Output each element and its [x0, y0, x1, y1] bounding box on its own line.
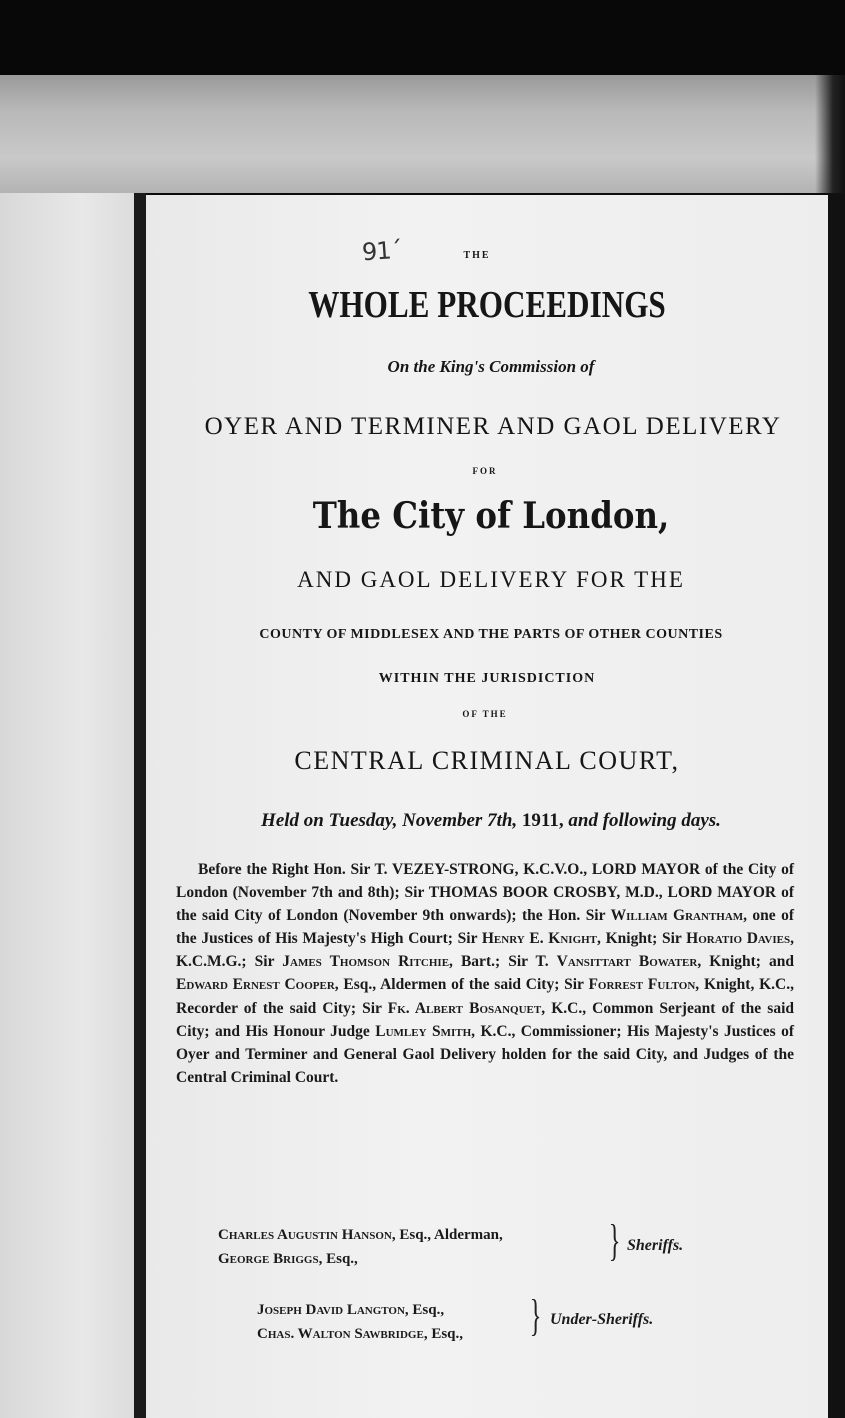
under-sheriff-title: , Esq., — [423, 1326, 463, 1342]
sheriff-entry — [218, 1223, 503, 1247]
body-text-segment: , Esq., Aldermen of the said City; Sir — [334, 976, 589, 994]
body-text-segment: , K.C., Commissioner; His Majesty's Justices of Oyer and Terminer and General Gaol Delivery holden for the said City, and Judges of the Central Criminal Court. — [176, 1022, 795, 1086]
sheriff-title: , Esq., — [318, 1251, 358, 1267]
body-text-segment: , K.C., Common Serjeant of the said City; and His Honour Judge — [176, 999, 795, 1040]
blank-facing-page — [0, 193, 135, 1418]
gaol-delivery-line: AND GAOL DELIVERY FOR THE — [297, 567, 685, 592]
body-text-segment: , Bart.; Sir T. — [449, 953, 557, 971]
judge-name: Henry E. Knight — [481, 930, 598, 948]
under-sheriffs-list — [257, 1298, 463, 1346]
jurisdiction-line: WITHIN THE JURISDICTION — [378, 671, 596, 686]
sheriff-title: , Esq., Alderman, — [391, 1227, 503, 1243]
city-of-london-heading: The City of London, — [312, 495, 670, 537]
body-text-segment: Before the Right Hon. Sir T. VEZEY-STRONG, K.C.V.O., LORD MAYOR of the City of London (November 7th and 8th); Sir THOMAS BOOR CROSBY, M.D., LORD MAYOR of the said City of London (November 9th onwards); the Hon. Sir — [176, 861, 794, 925]
held-year: 1911, — [521, 810, 564, 831]
under-sheriff-name: Joseph David Langton — [257, 1302, 405, 1318]
book-gutter — [134, 193, 146, 1418]
judge-name: Forrest Fulton — [588, 976, 696, 994]
sheriff-entry — [218, 1247, 503, 1271]
body-text-segment: , one of the Justices of His Majesty's High Court; Sir — [176, 907, 794, 948]
commission-line: On the King's Commission of — [387, 357, 595, 376]
sheriffs-role: Sheriffs. — [627, 1237, 684, 1254]
judge-name: Vansittart Bowater — [556, 953, 698, 971]
county-line: COUNTY OF MIDDLESEX AND THE PARTS OF OTHER COUNTIES — [259, 627, 723, 642]
judge-name: William Grantham — [610, 907, 744, 925]
body-text-segment: , Knight, K.C., Recorder of the said City; Sir — [176, 976, 794, 1017]
held-suffix: and following days. — [568, 810, 721, 831]
judge-name: Edward Ernest Cooper — [176, 976, 335, 994]
document-title: WHOLE PROCEEDINGS — [308, 284, 666, 326]
sheriff-name: George Briggs — [218, 1251, 319, 1267]
judge-name: Lumley Smith — [375, 1022, 472, 1040]
judge-name: Fk. Albert Bosanquet — [387, 999, 542, 1017]
sheriffs-list — [218, 1223, 503, 1271]
body-text-segment: , Knight; and — [697, 953, 795, 971]
body-text-segment: , Knight; Sir — [597, 930, 687, 948]
session-date-line — [150, 810, 832, 832]
under-sheriff-title: , Esq., — [404, 1302, 445, 1318]
judges-paragraph — [176, 858, 794, 1089]
heading-the: THE — [463, 250, 491, 261]
sheriff-name: Charles Augustin Hanson — [218, 1227, 392, 1243]
under-sheriff-name: Chas. Walton Sawbridge — [257, 1326, 424, 1342]
under-sheriff-entry — [257, 1298, 463, 1322]
heading-of-the: OF THE — [462, 709, 508, 719]
sheriffs-brace: } — [608, 1216, 621, 1265]
under-sheriffs-brace: } — [529, 1291, 542, 1340]
judge-name: Horatio Davies — [686, 930, 791, 948]
under-sheriff-entry — [257, 1322, 463, 1346]
judge-name: James Thomson Ritchie — [282, 953, 450, 971]
body-text-segment: , K.C.M.G.; Sir — [176, 930, 794, 971]
court-name: CENTRAL CRIMINAL COURT, — [294, 746, 680, 775]
scan-page-edge — [0, 75, 845, 193]
under-sheriffs-role: Under-Sheriffs. — [550, 1311, 654, 1328]
oyer-terminer-line: OYER AND TERMINER AND GAOL DELIVERY — [204, 413, 782, 440]
heading-for: FOR — [472, 466, 498, 476]
scan-top-border — [0, 0, 845, 75]
handwritten-note: 91´ — [361, 235, 403, 267]
held-prefix: Held on Tuesday, November 7th, — [261, 810, 518, 831]
